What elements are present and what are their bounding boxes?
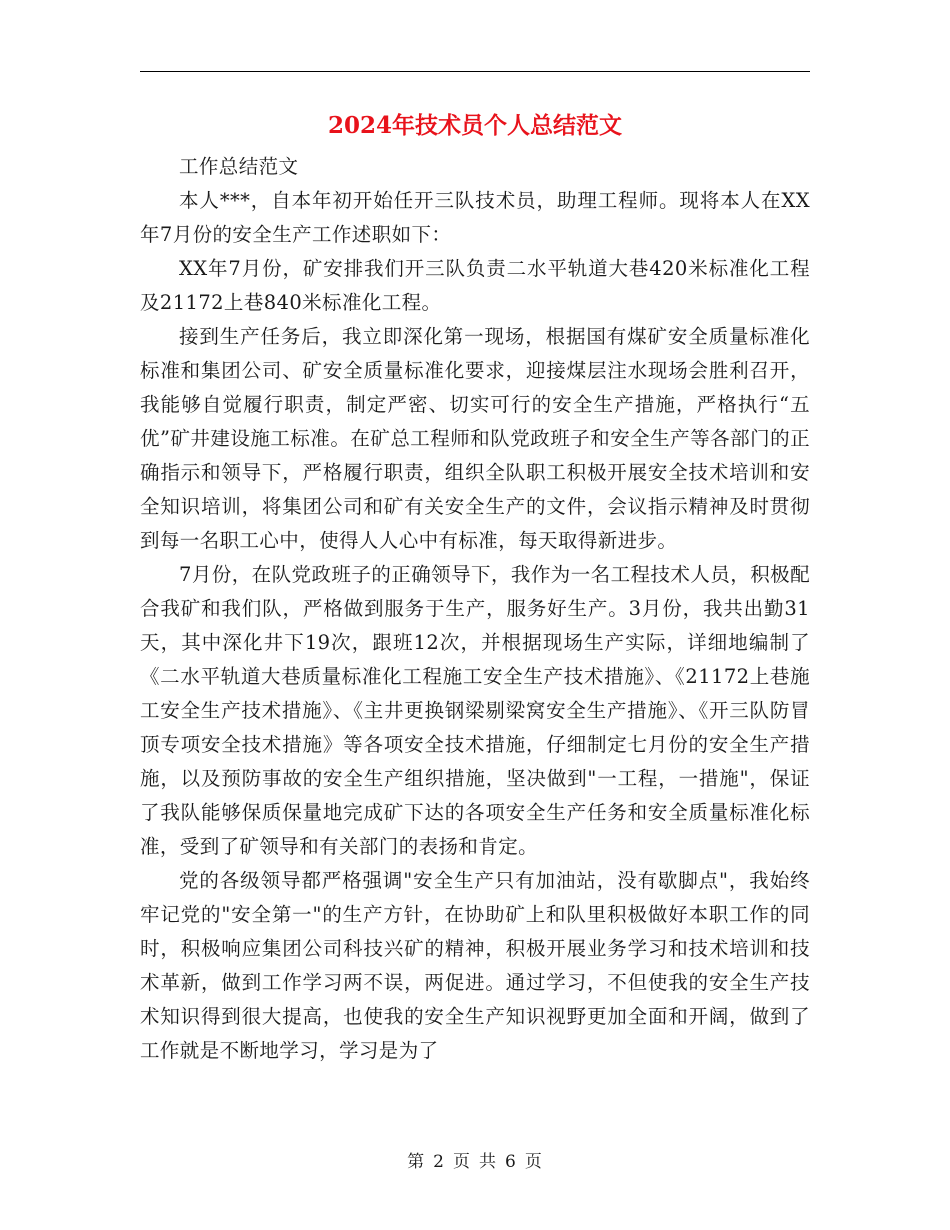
document-title: 2024年技术员个人总结范文 [327, 112, 622, 139]
footer-label-ye: 页 [453, 1152, 471, 1172]
document-body [140, 150, 810, 1068]
footer-label-gong: 共 [479, 1152, 497, 1172]
footer-current-page: 2 [433, 1152, 445, 1172]
paragraph-learning: 党的各级领导都严格强调"安全生产只有加油站，没有歇脚点"，我始终牢记党的"安全第一"的生产方针，在协助矿上和队里积极做好本职工作的同时，积极响应集团公司科技兴矿的精神，积极开展业务学习和技术培训和技术革新，做到工作学习两不误，两促进。通过学习，不但使我的安全生产技术知识得到很大提高，也使我的安全生产知识视野更加全面和开阔，做到了工作就是不断地学习，学习是为了 [140, 869, 810, 1062]
paragraph-assignment: XX年7月份，矿安排我们开三队负责二水平轨道大巷420米标准化工程及21172上巷840米标准化工程。 [140, 257, 810, 314]
paragraph-subtitle: 工作总结范文 [179, 155, 299, 178]
footer-label-di: 第 [407, 1152, 426, 1172]
paragraph-duties: 接到生产任务后，我立即深化第一现场，根据国有煤矿安全质量标准化标准和集团公司、矿安全质量标准化要求，迎接煤层注水现场会胜利召开，我能够自觉履行职责，制定严密、切实可行的安全生产措施，严格执行“五优”矿井建设施工标准。在矿总工程师和队党政班子和安全生产等各部门的正确指示和领导下，严格履行职责，组织全队职工积极开展安全技术培训和安全知识培训，将集团公司和矿有关安全生产的文件，会议指示精神及时贯彻到每一名职工心中，使得人人心中有标准，每天取得新进步。 [140, 325, 810, 552]
paragraph-july-work: 7月份，在队党政班子的正确领导下，我作为一名工程技术人员，积极配合我矿和我们队，严格做到服务于生产，服务好生产。3月份，我共出勤31天，其中深化井下19次，跟班12次，并根据现场生产实际，详细地编制了《二水平轨道大巷质量标准化工程施工安全生产技术措施》、《21172上巷施工安全生产技术措施》、《主井更换钢梁剔梁窝安全生产措施》、《开三队防冒顶专项安全技术措施》等各项安全技术措施，仔细制定七月份的安全生产措施，以及预防事故的安全生产组织措施，坚决做到"一工程，一措施"，保证了我队能够保质保量地完成矿下达的各项安全生产任务和安全质量标准化标准，受到了矿领导和有关部门的表扬和肯定。 [140, 563, 810, 858]
header-rule [140, 71, 810, 72]
footer-total-pages: 6 [505, 1152, 517, 1172]
footer-label-ye-2: 页 [524, 1152, 543, 1172]
page-footer [0, 1150, 950, 1174]
paragraph-intro: 本人***，自本年初开始任开三队技术员，助理工程师。现将本人在XX年7月份的安全生产工作述职如下： [140, 189, 810, 246]
